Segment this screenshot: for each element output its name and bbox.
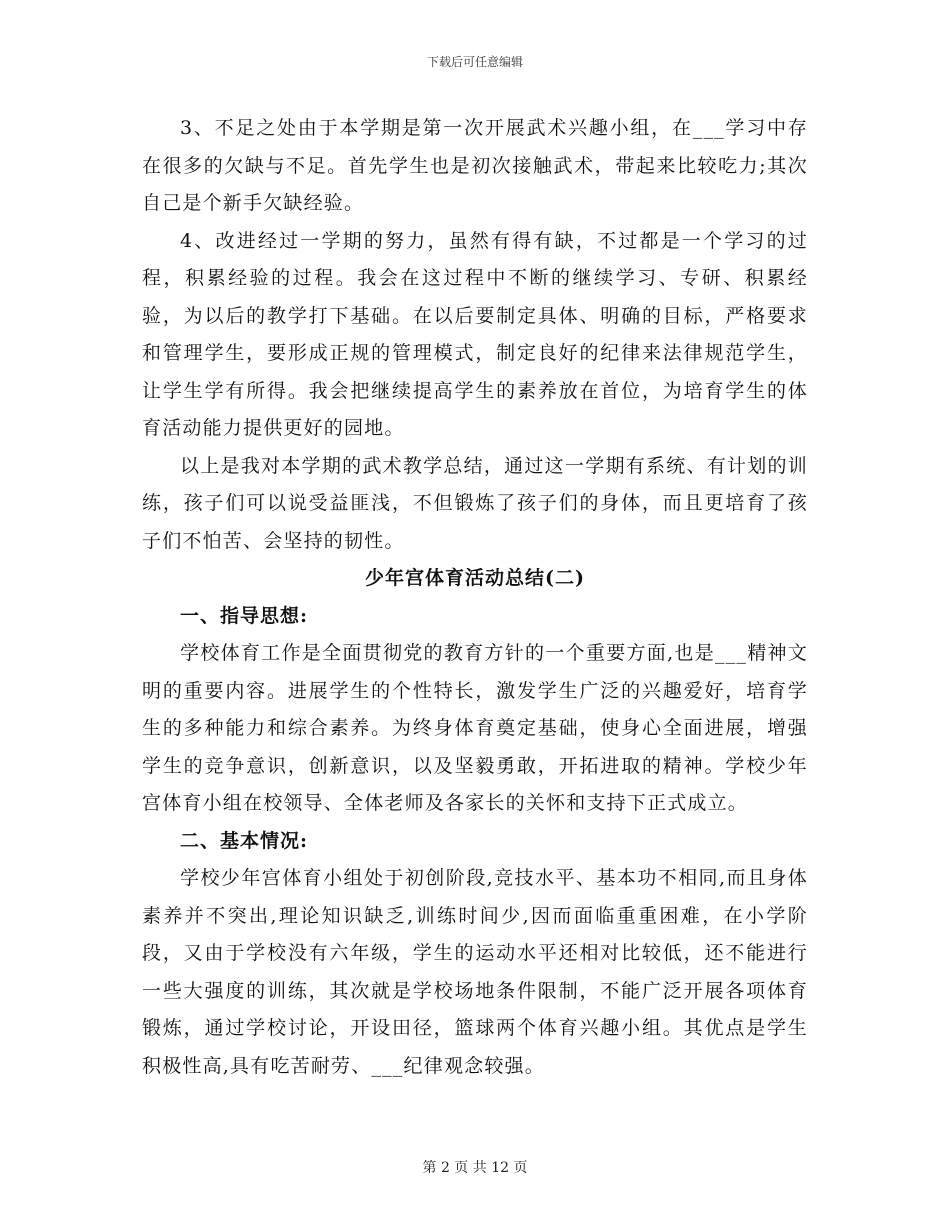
paragraph-guiding-ideology: 学校体育工作是全面贯彻党的教育方针的一个重要方面,也是___精神文明的重要内容。进展学生的个性特长，激发学生广泛的兴趣爱好，培育学生的多种能力和综合素养。为终身体育奠定基础，使身心全面进展，增强学生的竞争意识，创新意识，以及坚毅勇敢，开拓进取的精神。学校少年宫体育小组在校领导、全体老师及各家长的关怀和支持下正式成立。 [142,642,808,814]
page-number: 第 2 页 共 12 页 [422,1160,528,1176]
paragraph-basic-situation: 学校少年宫体育小组处于初创阶段,竞技水平、基本功不相同,而且身体素养并不突出,理论知识缺乏,训练时间少,因而面临重重困难，在小学阶段，又由于学校没有六年级，学生的运动水平还相对比较低，还不能进行一些大强度的训练，其次就是学校场地条件限制，不能广泛开展各项体育锻炼，通过学校讨论，开设田径，篮球两个体育兴趣小组。其优点是学生积极性高,具有吃苦耐劳、___纪律观念较强。 [142,867,808,1077]
document-body [142,110,808,1085]
page-header-note: 下载后可任意编辑 [426,55,523,69]
heading-guiding-ideology: 一、指导思想: [180,604,309,627]
paragraph-improvements: 4、改进经过一学期的努力，虽然有得有缺，不过都是一个学习的过程，积累经验的过程。我会在这过程中不断的继续学习、专研、积累经验，为以后的教学打下基础。在以后要制定具体、明确的目标，严格要求和管理学生，要形成正规的管理模式，制定良好的纪律来法律规范学生，让学生学有所得。我会把继续提高学生的素养放在首位，为培育学生的体育活动能力提供更好的园地。 [142,229,808,439]
paragraph-summary: 以上是我对本学期的武术教学总结，通过这一学期有系统、有计划的训练，孩子们可以说受益匪浅，不但锻炼了孩子们的身体，而且更培育了孩子们不怕苦、会坚持的韧性。 [142,454,808,552]
section-title: 少年宫体育活动总结(二) [365,567,585,589]
paragraph-shortcomings: 3、不足之处由于本学期是第一次开展武术兴趣小组，在___学习中存在很多的欠缺与不足。首先学生也是初次接触武术，带起来比较吃力;其次自己是个新手欠缺经验。 [142,117,808,214]
heading-basic-situation: 二、基本情况: [180,829,309,852]
